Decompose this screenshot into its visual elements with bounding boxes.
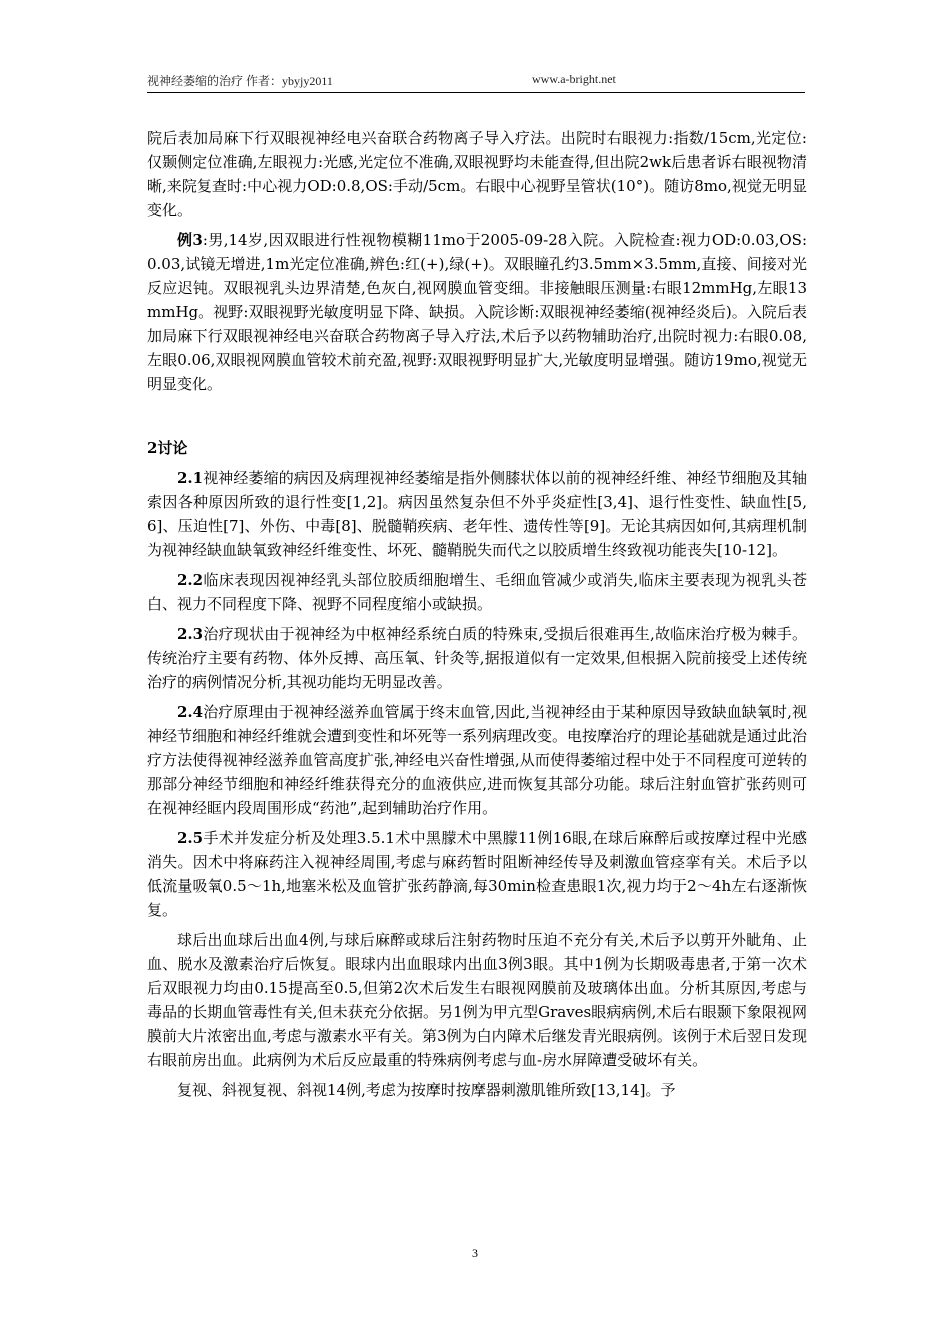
section-2-1 — [147, 466, 807, 562]
section-heading-discussion: 2讨论 — [147, 439, 188, 457]
section-2-5-label: 2.5 — [177, 829, 204, 847]
section-2-2 — [147, 568, 807, 616]
document-body — [147, 126, 807, 1102]
case2-continuation: 院后表加局麻下行双眼视神经电兴奋联合药物离子导入疗法。出院时右眼视力:指数/15cm,光定位:仅颞侧定位准确,左眼视力:光感,光定位不准确,双眼视野均未能查得,但出院2wk后患者诉右眼视物清晰,来院复查时:中心视力OD:0.8,OS:手动/5cm。右眼中心视野呈管状(10°)。随访8mo,视觉无明显变化。 — [147, 129, 807, 219]
case3-label: 例3 — [177, 231, 203, 249]
diplopia-paragraph: 复视、斜视复视、斜视14例,考虑为按摩时按摩器刺激肌锥所致[13,14]。予 — [177, 1081, 676, 1099]
section-2-4-label: 2.4 — [177, 703, 204, 721]
section-2-1-text: 视神经萎缩的病因及病理视神经萎缩是指外侧膝状体以前的视神经纤维、神经节细胞及其轴索因各种原因所致的退行性变[1,2]。病因虽然复杂但不外乎炎症性[3,4]、退行性变性、缺血性[5,6]、压迫性[7]、外伤、中毒[8]、脱髓鞘疾病、老年性、遗传性等[9]。无论其病因如何,其病理机制为视神经缺血缺氧致神经纤维变性、坏死、髓鞘脱失而代之以胶质增生终致视功能丧失[10-12]。 — [147, 469, 807, 559]
page-header — [147, 70, 805, 93]
section-2-2-text: 临床表现因视神经乳头部位胶质细胞增生、毛细血管减少或消失,临床主要表现为视乳头苍白、视力不同程度下降、视野不同程度缩小或缺损。 — [147, 571, 807, 613]
section-2-1-label: 2.1 — [177, 469, 204, 487]
section-2-4 — [147, 700, 807, 820]
case3-paragraph — [147, 228, 807, 396]
section-2-4-text: 治疗原理由于视神经滋养血管属于终末血管,因此,当视神经由于某种原因导致缺血缺氧时,视神经节细胞和神经纤维就会遭到变性和坏死等一系列病理改变。电按摩治疗的理论基础就是通过此治疗方法使得视神经滋养血管高度扩张,神经电兴奋性增强,从而使得萎缩过程中处于不同程度可逆转的那部分神经节细胞和神经纤维获得充分的血液供应,进而恢复其部分功能。球后注射血管扩张药则可在视神经眶内段周围形成“药池”,起到辅助治疗作用。 — [147, 703, 808, 817]
section-2-3-label: 2.3 — [177, 625, 204, 643]
header-website: www.a-bright.net — [532, 72, 616, 86]
section-2-5-text: 手术并发症分析及处理3.5.1术中黑朦术中黑朦11例16眼,在球后麻醉后或按摩过程中光感消失。因术中将麻药注入视神经周围,考虑与麻药暂时阻断神经传导及刺激血管痉挛有关。术后予以低流量吸氧0.5～1h,地塞米松及血管扩张药静滴,每30min检查患眼1次,视力均于2～4h左右逐渐恢复。 — [147, 829, 807, 919]
case3-text: :男,14岁,因双眼进行性视物模糊11mo于2005-09-28入院。入院检查:视力OD:0.03,OS:0.03,试镜无增进,1m光定位准确,辨色:红(+),绿(+)。双眼瞳孔约3.5mm×3.5mm,直接、间接对光反应迟钝。双眼视乳头边界清楚,色灰白,视网膜血管变细。非接触眼压测量:右眼12mmHg,左眼13mmHg。视野:双眼视野光敏度明显下降、缺损。入院诊断:双眼视神经萎缩(视神经炎后)。入院后表加局麻下行双眼视神经电兴奋联合药物离子导入疗法,术后予以药物辅助治疗,出院时视力:右眼0.08,左眼0.06,双眼视网膜血管较术前充盈,视野:双眼视野明显扩大,光敏度明显增强。随访19mo,视觉无明显变化。 — [147, 231, 808, 393]
retrobulbar-hemorrhage-paragraph: 球后出血球后出血4例,与球后麻醉或球后注射药物时压迫不充分有关,术后予以剪开外眦角、止血、脱水及激素治疗后恢复。眼球内出血眼球内出血3例3眼。其中1例为长期吸毒患者,于第一次术后双眼视力均由0.15提高至0.5,但第2次术后发生右眼视网膜前及玻璃体出血。分析其原因,考虑与毒品的长期血管毒性有关,但未获充分依据。另1例为甲亢型Graves眼病病例,术后右眼颞下象限视网膜前大片浓密出血,考虑与激素水平有关。第3例为白内障术后继发青光眼病例。该例于术后翌日发现右眼前房出血。此病例为术后反应最重的特殊病例考虑与血-房水屏障遭受破坏有关。 — [147, 931, 807, 1069]
section-2-2-label: 2.2 — [177, 571, 204, 589]
section-2-3 — [147, 622, 807, 694]
section-2-5 — [147, 826, 807, 922]
header-title-author: 视神经萎缩的治疗 作者：ybyjy2011 — [147, 74, 333, 88]
page-number: 3 — [472, 1246, 478, 1260]
section-2-3-text: 治疗现状由于视神经为中枢神经系统白质的特殊束,受损后很难再生,故临床治疗极为棘手。传统治疗主要有药物、体外反搏、高压氧、针灸等,据报道似有一定效果,但根据入院前接受上述传统治疗的病例情况分析,其视功能均无明显改善。 — [147, 625, 807, 691]
